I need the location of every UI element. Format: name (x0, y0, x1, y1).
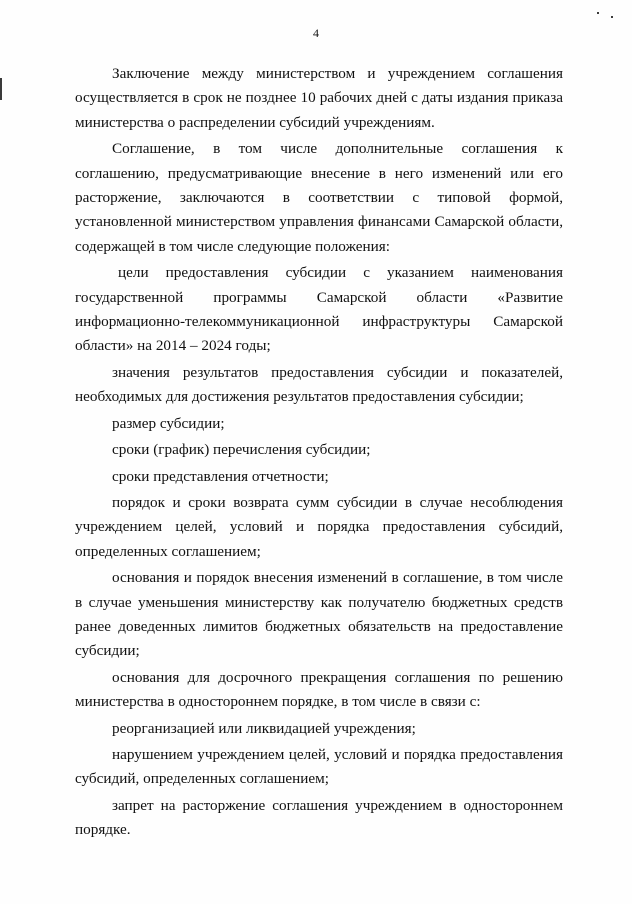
paragraph: сроки (график) перечисления субсидии; (112, 441, 371, 459)
page-number: 4 (313, 26, 319, 40)
paragraph: значения результатов предоставления субсидии и показателей, необходимых для достижения результатов предоставления субсидии; (75, 363, 563, 406)
document-body (75, 62, 563, 843)
paragraph: основания для досрочного прекращения соглашения по решению министерства в одностороннем порядке, в том числе в связи с: (75, 668, 563, 711)
paragraph: Заключение между министерством и учреждением соглашения осуществляется в срок не позднее 10 рабочих дней с даты издания приказа министерства о распределении субсидий учреждениям. (75, 65, 563, 131)
paragraph: цели предоставления субсидии с указанием наименования государственной программы Самарской области «Развитие информационно-телекоммуникационной инфраструктуры Самарской области» на 2014 – 2024 годы; (75, 264, 563, 355)
paragraph: запрет на расторжение соглашения учреждением в одностороннем порядке. (75, 796, 563, 839)
paragraph: нарушением учреждением целей, условий и порядка предоставления субсидий, определенных соглашением; (75, 745, 563, 788)
paragraph: сроки представления отчетности; (112, 467, 329, 485)
paragraph: основания и порядок внесения изменений в соглашение, в том числе в случае уменьшения министерству как получателю бюджетных средств ранее доведенных лимитов бюджетных обязательств на предоставление субсидии; (75, 569, 563, 660)
paragraph: размер субсидии; (112, 414, 225, 432)
paragraph: Соглашение, в том числе дополнительные соглашения к соглашению, предусматривающие внесение в него изменений или его расторжение, заключаются в соответствии с типовой формой, установленной министерством управления финансами Самарской области, содержащей в том числе следующие положения: (75, 140, 563, 255)
paragraph: реорганизацией или ликвидацией учреждения; (112, 719, 416, 737)
scan-mark-top-right (597, 12, 599, 14)
scan-mark-left-edge (0, 78, 2, 100)
scan-mark-top-right-2 (611, 16, 613, 18)
paragraph: порядок и сроки возврата сумм субсидии в случае несоблюдения учреждением целей, условий и порядка предоставления субсидий, определенных соглашением; (75, 493, 563, 560)
